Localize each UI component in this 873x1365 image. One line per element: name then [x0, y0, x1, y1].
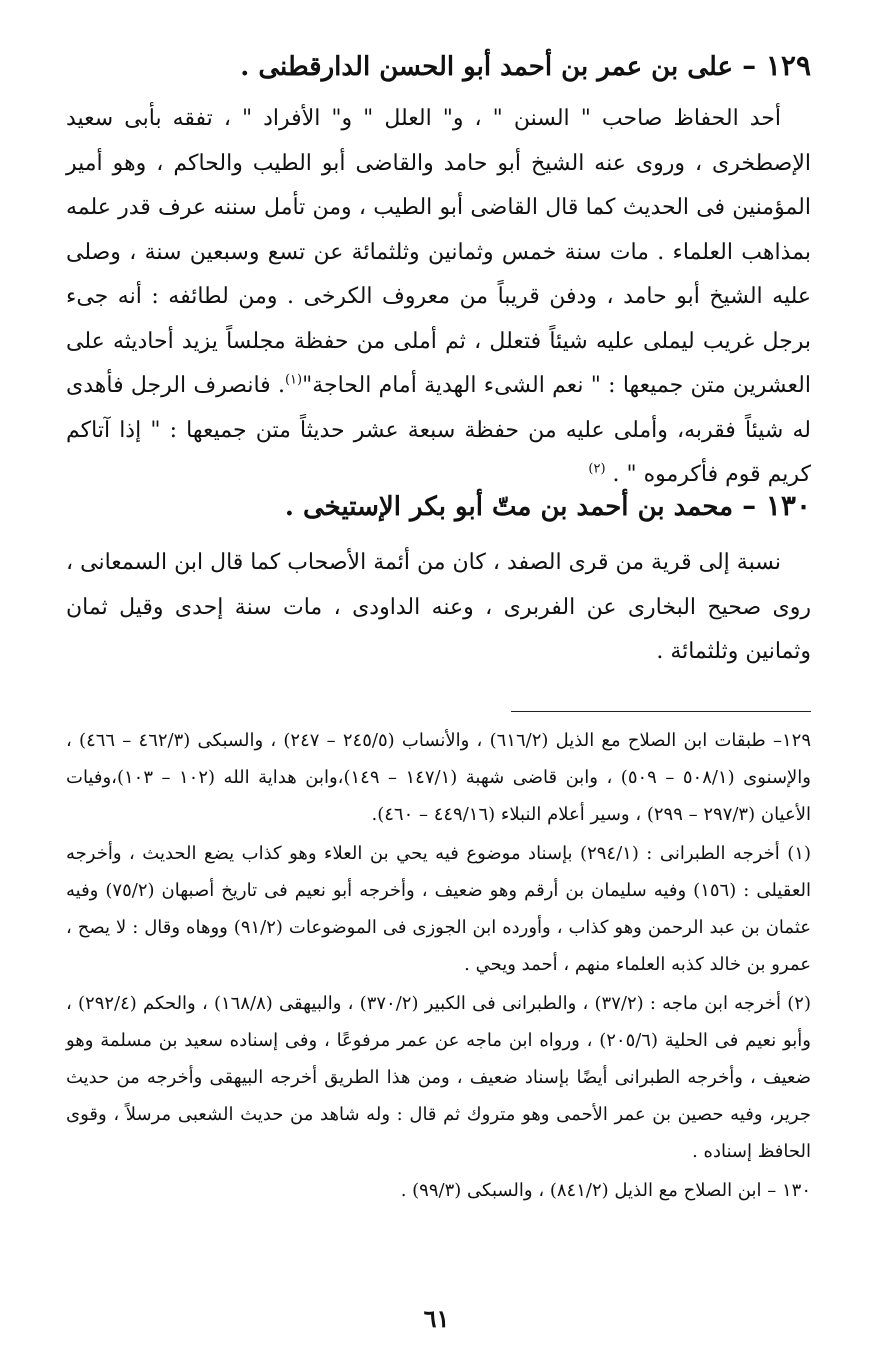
footnote-129	[66, 722, 811, 833]
footnote-label: (١)	[787, 843, 811, 864]
footnote-separator	[511, 711, 811, 712]
entry-130-body: نسبة إلى قرية من قرى الصفد ، كان من أئمة الأصحاب كما قال ابن السمعانى ، روى صحيح البخارى عن الفربرى ، وعنه الداودى ، مات سنة إحدى وقيل ثمان وثمانين وثلثمائة .	[66, 550, 811, 664]
footnotes	[66, 722, 811, 1211]
footnote-text: أخرجه الطبرانى : (٢٩٤/١) بإسناد موضوع فيه يحي بن العلاء وهو كذاب يضع الحديث ، وأخرجه العقيلى : (١٥٦) وفيه سليمان بن أرقم وهو ضعيف ، وأخرجه أبو نعيم فى تاريخ أصبهان (٧٥/٢) وفيه عثمان بن عبد الرحمن وهو كذاب ، وأورده ابن الجوزى فى الموضوعات (٩١/٢) ووهاه وقال : لا يصح ، عمرو بن خالد كذبه العلماء منهم ، أحمد ويحي .	[66, 843, 811, 975]
entry-129	[66, 46, 811, 498]
page-number: ٦١	[423, 1304, 450, 1333]
footnote-label: ١٣٠ –	[767, 1180, 811, 1201]
footnote-text: طبقات ابن الصلاح مع الذيل (٦١٦/٢) ، والأنساب (٢٤٥/٥ – ٢٤٧) ، والسبكى (٤٦٢/٣ – ٤٦٦) ، والإسنوى (٥٠٨/١ – ٥٠٩) ، وابن قاضى شهبة (١٤٧/١ – ١٤٩)،وابن هداية الله (١٠٢ – ١٠٣)،وفيات الأعيان (٢٩٧/٣ – ٢٩٩) ، وسير أعلام النبلاء (٤٤٩/١٦ – ٤٦٠).	[66, 730, 811, 825]
entry-129-text: أحد الحفاظ صاحب " السنن " ، و" العلل " و" الأفراد " ، تفقه بأبى سعيد الإصطخرى ، وروى عنه الشيخ أبو حامد والقاضى أبو الطيب والحاكم ، وهو أمير المؤمنين فى الحديث كما قال القاضى أبو الطيب ، ومن تأمل سننه عرف قدر علمه بمذاهب العلماء . مات سنة خمس وثمانين وثلثمائة عن تسع وسبعين سنة ، وصلى عليه الشيخ أبو حامد ، ودفن قريباً من معروف الكرخى . ومن لطائفه : أنه جىء برجل غريب ليملى عليه شيئاً فتعلل ، ثم أملى من حفظة مجلساً يزيد أحاديثه على العشرين متن جميعها : " نعم الشىء الهدية أمام الحاجة"	[66, 106, 811, 398]
footnote-130	[66, 1172, 811, 1209]
entry-130-heading	[66, 486, 811, 527]
entry-129-text-continued: . فانصرف الرجل فأهدى له شيئاً فقربه، وأملى عليه من حفظة سبعة عشر حديثاً متن جميعها : " إذا آتاكم كريم قوم فأكرموه " .	[66, 373, 811, 487]
footnote-text: ابن الصلاح مع الذيل (٨٤١/٢) ، والسبكى (٩٩/٣) .	[400, 1180, 762, 1201]
footnote-label: ١٢٩–	[773, 730, 812, 751]
footnote-marker-2: (٢)	[588, 461, 606, 477]
footnote-1	[66, 835, 811, 983]
footnote-2	[66, 985, 811, 1170]
footnote-text: أخرجه ابن ماجه : (٣٧/٢) ، والطبرانى فى الكبير (٣٧٠/٢) ، والبيهقى (١٦٨/٨) ، والحكم (٢٩٢/٤) ، وأبو نعيم فى الحلية (٢٠٥/٦) ، ورواه ابن ماجه عن عمر مرفوعًا ، وفى إسناده سعيد بن مسلمة وهو ضعيف ، وأخرجه الطبرانى أيضًا بإسناد ضعيف ، ومن هذا الطريق أخرجه البيهقى وأخرجه من حديث جرير، وفيه حصين بن عمر الأحمى وهو متروك ثم قال : وله شاهد من حديث الشعبى مرسلاً ، وقوى الحافظ إسناده .	[66, 993, 811, 1162]
entry-129-body	[66, 97, 811, 498]
entry-130-number: ١٣٠ –	[742, 489, 811, 522]
footnote-label: (٢)	[787, 993, 811, 1014]
footnote-marker-1: (١)	[284, 372, 303, 388]
entry-129-title: على بن عمر بن أحمد أبو الحسن الدارقطنى .	[240, 52, 734, 82]
entry-129-heading	[66, 46, 811, 87]
entry-130-title: محمد بن أحمد بن متّ أبو بكر الإستيخى .	[284, 492, 734, 522]
entry-129-number: ١٢٩ –	[742, 49, 811, 82]
entry-130	[66, 486, 811, 675]
